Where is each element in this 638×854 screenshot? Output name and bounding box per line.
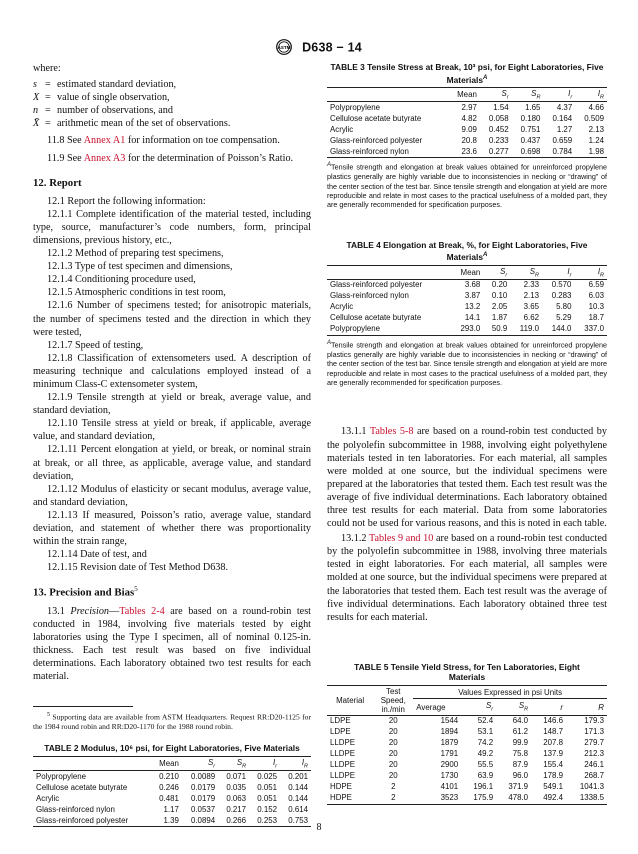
table-cell: 492.4 <box>531 793 566 804</box>
table-cell: 99.9 <box>512 738 529 748</box>
table-cell: 0.144 <box>288 782 308 792</box>
table-cell: 61.2 <box>512 727 529 737</box>
table-cell: 146.6 <box>543 716 564 726</box>
table-cell: 0.253 <box>249 815 280 826</box>
table-3-grid <box>327 87 607 159</box>
report-item: 12.1.9 Tensile strength at yield or break, average value, and standard deviation, <box>33 392 311 417</box>
table-row <box>33 771 311 782</box>
table-cell: 3523 <box>413 793 461 804</box>
table-cell: 4.66 <box>588 102 604 112</box>
table-cell: 279.7 <box>584 738 604 748</box>
report-item: 12.1.13 If measured, Poisson’s ratio, average value, standard deviation, and statement of whether there was proportionality within the strain range, <box>33 509 311 548</box>
table-5-title: TABLE 5 Tensile Yield Stress, for Ten Laboratories, Eight Materials <box>354 661 580 683</box>
table-cell: 0.0537 <box>190 804 216 814</box>
table-cell: 0.051 <box>257 782 278 792</box>
table-row <box>327 124 607 135</box>
table-cell: 0.0089 <box>190 771 216 781</box>
table-cell: Polypropylene <box>330 102 381 112</box>
definitions-list <box>33 78 311 130</box>
table-row <box>327 280 607 291</box>
table4-header: $I_R$ <box>574 265 607 280</box>
table-cell: 0.698 <box>512 146 544 157</box>
right-column <box>327 62 607 805</box>
table-row <box>327 782 607 793</box>
table2-header: $I_R$ <box>280 756 311 771</box>
table3-header: Mean <box>448 87 480 102</box>
table-cell: Glass-reinforced polyester <box>330 135 423 145</box>
table-row <box>33 804 311 815</box>
table-cell: 0.452 <box>488 124 509 134</box>
table-cell: 1.54 <box>493 102 509 112</box>
table4-header <box>327 265 451 280</box>
table-cell: 0.071 <box>226 771 247 781</box>
table-cell: 0.20 <box>491 280 508 290</box>
table-cell: 20 <box>388 749 398 759</box>
table-cell: 75.8 <box>512 749 529 759</box>
table2-header: $S_r$ <box>182 756 218 771</box>
report-item: 12.1.14 Date of test, and <box>47 549 147 561</box>
table-cell: 20 <box>388 760 398 770</box>
table3-header: $S_r$ <box>480 87 512 102</box>
table-cell: HDPE <box>327 793 373 804</box>
table-4-note: $^A$Tensile strength and elongation at break values obtained for unreinforced propylene plastics generally are highly variable due to inconsistencies in necking or “drawing” of the center section of the test bar. Since tensile strength and elongation at yield are more reproducible and relate in most cases to the practical usefulness of a molded part, they are generally recommended for specification purposes. <box>327 340 607 388</box>
table4-header: Mean <box>451 265 483 280</box>
table-5 <box>327 662 607 805</box>
table-cell: 0.217 <box>226 804 247 814</box>
table-cell: 0.233 <box>488 135 509 145</box>
table-cell: 49.2 <box>477 749 494 759</box>
table-cell: 63.9 <box>477 771 494 781</box>
table-cell: 0.025 <box>257 771 278 781</box>
table-cell: 6.59 <box>588 280 604 290</box>
report-item: 12.1.11 Percent elongation at yield, or break, or nominal strain at break, or all three, as applicable, average value, and standard deviation, <box>33 444 311 482</box>
table-row <box>327 715 607 726</box>
table-cell: 20 <box>388 771 398 781</box>
table-cell: 20 <box>388 738 398 748</box>
table-cell: LLDPE <box>330 738 356 748</box>
table-cell: 371.9 <box>508 782 529 792</box>
table-row <box>33 793 311 804</box>
table3-header: $S_R$ <box>512 87 544 102</box>
table-cell: 1.27 <box>556 124 573 134</box>
table-cell: 3.65 <box>523 302 539 312</box>
table-cell: LLDPE <box>330 749 356 759</box>
table-cell: 50.9 <box>483 324 510 335</box>
table-cell: 1338.5 <box>566 793 607 804</box>
table-cell: 0.509 <box>584 113 604 123</box>
table-3-title: TABLE 3 Tensile Stress at Break, 10³ psi, for Eight Laboratories, Five Materials$^A$ <box>330 62 604 85</box>
table5-header: $S_r$ <box>461 699 496 715</box>
table2-header: Mean <box>151 756 182 771</box>
report-item: 12.1.8 Classification of extensometers used. A description of measuring technique and calculations employed instead of a minimum Class-C extensometer system, <box>33 352 311 390</box>
table-cell: 0.283 <box>551 291 572 301</box>
table-cell: Polypropylene <box>36 771 87 781</box>
table-cell: 2.05 <box>491 302 508 312</box>
table5-header: r <box>531 699 566 715</box>
table-cell: 2900 <box>440 760 459 770</box>
table-cell: 0.751 <box>520 124 541 134</box>
table-row <box>327 113 607 124</box>
table-cell: 0.10 <box>491 291 508 301</box>
table-cell: LLDPE <box>330 760 356 770</box>
table-4-grid <box>327 265 607 337</box>
report-item: 12.1.4 Conditioning procedure used, <box>47 274 196 286</box>
report-item: 12.1.1 Complete identification of the material tested, including type, source, manufacturer’s code numbers, form, principal dimensions, previous history, etc., <box>33 208 311 246</box>
table-row <box>327 793 607 804</box>
report-item: 12.1.7 Speed of testing, <box>47 339 144 351</box>
table-cell: 1730 <box>440 771 459 781</box>
para-13-1-2: 13.1.2 Tables 9 and 10 are based on a round-robin test conducted by the polyolefin subcommittee in 1988, involving three materials tested in eight laboratories. For each material, all samples were molded at one source, but the individual specimens were prepared at the laboratories that tested them. Each test result was the average of five individual determinations. Each laboratory obtained three test results for each material. <box>327 533 607 623</box>
table-row <box>327 749 607 760</box>
table2-header: $I_r$ <box>249 756 280 771</box>
table-row <box>327 313 607 324</box>
table-cell: 64.0 <box>512 716 529 726</box>
table-cell: 246.1 <box>584 760 604 770</box>
report-list <box>33 195 311 575</box>
table-cell: 23.6 <box>448 146 480 157</box>
table-cell: 0.481 <box>159 793 179 803</box>
table5-header: $S_R$ <box>496 699 531 715</box>
table-4-title: TABLE 4 Elongation at Break, %, for Eight Laboratories, Five Materials$^A$ <box>346 239 588 263</box>
table-cell: 0.0179 <box>190 793 216 803</box>
table-row <box>327 102 607 113</box>
table-cell: 20 <box>388 716 398 726</box>
table-cell: 337.0 <box>574 324 607 335</box>
table-cell: 5.80 <box>556 302 572 312</box>
report-item: 12.1.6 Number of specimens tested; for anisotropic materials, the number of specimens tested and the direction in which they were tested, <box>33 300 311 338</box>
astm-logo-icon <box>276 39 292 55</box>
table-cell: LDPE <box>330 716 351 726</box>
table-row <box>327 302 607 313</box>
table-cell: 0.784 <box>543 146 575 157</box>
table4-header: $S_r$ <box>483 265 510 280</box>
table-cell: 2.13 <box>588 124 604 134</box>
table-cell: 0.164 <box>552 113 573 123</box>
table-cell: 0.0894 <box>182 815 218 826</box>
table-cell: 4.82 <box>461 113 477 123</box>
table-cell: 2.13 <box>523 291 539 301</box>
table-cell: 155.4 <box>543 760 564 770</box>
table-cell: LLDPE <box>330 771 356 781</box>
table-cell: 1.17 <box>163 804 179 814</box>
table-cell: 144.0 <box>542 324 574 335</box>
table-cell: Glass-reinforced nylon <box>330 291 409 301</box>
table-row <box>327 771 607 782</box>
table-cell: 1879 <box>440 738 459 748</box>
table-cell: 119.0 <box>510 324 542 335</box>
table-row <box>327 135 607 146</box>
annex-a1-link[interactable]: Annex A1 <box>83 135 126 147</box>
table-cell: Acrylic <box>330 124 354 134</box>
table-cell: 207.8 <box>543 738 564 748</box>
table-cell: 6.03 <box>588 291 604 301</box>
table-cell: Acrylic <box>36 793 60 803</box>
table3-header: $I_R$ <box>575 87 607 102</box>
table-cell: 1041.3 <box>579 782 604 792</box>
table-cell: 20.8 <box>461 135 477 145</box>
table-cell: 0.058 <box>488 113 509 123</box>
table-cell: 0.144 <box>288 793 308 803</box>
table-cell: LDPE <box>330 727 351 737</box>
table-cell: 0.659 <box>552 135 573 145</box>
where-label: where: <box>33 63 61 74</box>
para-11-8: 11.8 See Annex A1 for information on toe compensation. <box>47 135 280 147</box>
table5-header: R <box>566 699 607 715</box>
table-cell: Polypropylene <box>327 324 451 335</box>
table-2 <box>33 743 311 827</box>
report-item: 12.1.12 Modulus of elasticity or secant modulus, average value, and standard deviation, <box>33 483 311 508</box>
report-item: 12.1.3 Type of test specimen and dimensions, <box>47 261 233 273</box>
table-cell: 52.4 <box>477 716 494 726</box>
table-cell: Glass-reinforced nylon <box>36 804 115 814</box>
table-cell: 1894 <box>440 727 459 737</box>
table-cell: 0.0179 <box>190 782 216 792</box>
table-cell: 196.1 <box>473 782 494 792</box>
table3-header <box>327 87 448 102</box>
table-cell: 6.62 <box>523 313 539 323</box>
table2-header <box>33 756 151 771</box>
table-cell: Acrylic <box>330 302 354 312</box>
table-cell: 74.2 <box>477 738 494 748</box>
table-row <box>327 760 607 771</box>
table-cell: 87.9 <box>512 760 529 770</box>
table-3-note: $^A$Tensile strength and elongation at break values obtained for unreinforced propylene plastics generally are highly variable due to inconsistencies in necking or “drawing” of the center section of the test bar. Since tensile strength and elongation at yield are more reproducible and relate in most cases to the practical usefulness of a molded part, they are generally recommended for specification purposes. <box>327 162 607 210</box>
table-cell: 1544 <box>440 716 459 726</box>
table-cell: 96.0 <box>512 771 529 781</box>
table-row <box>327 324 607 335</box>
table-cell: 0.210 <box>159 771 179 781</box>
table-cell: 0.180 <box>520 113 541 123</box>
table-cell: 1.98 <box>575 146 607 157</box>
footnote-5: $^5$ Supporting data are available from ASTM Headquarters. Request RR:D20-1125 for the 1984 round robin and RR:D20-1170 for the 1988 round robin. <box>33 711 311 731</box>
table5-header: Average <box>413 699 461 715</box>
table-cell: 10.3 <box>588 302 604 312</box>
table-cell: 148.7 <box>543 727 564 737</box>
para-11-9: 11.9 See Annex A3 for the determination of Poisson’s Ratio. <box>47 152 294 164</box>
table5-header: Values Expressed in psi Units <box>413 685 607 699</box>
table-cell: 1791 <box>440 749 459 759</box>
precision-heading: 13. Precision and Bias$^5$ <box>33 585 138 599</box>
table-cell: 1.39 <box>151 815 182 826</box>
report-heading: 12. Report <box>33 176 82 189</box>
table-cell: 0.063 <box>226 793 247 803</box>
table-cell: 13.2 <box>464 302 481 312</box>
table-cell: Glass-reinforced nylon <box>327 146 448 157</box>
table-cell: 53.1 <box>477 727 494 737</box>
table-cell: 0.035 <box>226 782 247 792</box>
table-row <box>327 738 607 749</box>
table-cell: 55.5 <box>477 760 494 770</box>
table-2-title: TABLE 2 Modulus, 10⁶ psi, for Eight Laboratories, Five Materials <box>44 743 300 754</box>
table-cell: 178.9 <box>543 771 564 781</box>
table-cell: 0.277 <box>480 146 512 157</box>
table-row <box>327 727 607 738</box>
table-cell: 3.87 <box>464 291 481 301</box>
table-cell: 0.266 <box>218 815 249 826</box>
table-cell: 0.753 <box>280 815 311 826</box>
table5-header: Material <box>327 685 373 715</box>
report-item: 12.1 Report the following information: <box>47 195 206 207</box>
table-cell: 20 <box>388 727 398 737</box>
table-cell: 179.3 <box>584 716 604 726</box>
left-column <box>33 62 311 827</box>
table-cell: Cellulose acetate butyrate <box>36 782 128 792</box>
table-cell: 137.9 <box>543 749 564 759</box>
table-cell: HDPE <box>330 782 352 792</box>
table-cell: 171.3 <box>584 727 604 737</box>
table-cell: 0.437 <box>520 135 541 145</box>
tables-5-8-link[interactable]: Tables 5-8 <box>369 426 414 438</box>
table2-header: $S_R$ <box>218 756 249 771</box>
table-cell: 0.614 <box>288 804 308 814</box>
report-item: 12.1.15 Revision date of Test Method D638. <box>47 562 229 574</box>
tables-9-10-link[interactable]: Tables 9 and 10 <box>368 533 434 545</box>
para-13-1-1: 13.1.1 Tables 5-8 are based on a round-robin test conducted by the polyolefin subcommittee in 1988, involving eight polyethylene materials tested in ten laboratories. For each material, all samples were molded at one source, but the individual specimens were prepared at the laboratories that tested them. Each test result was the average of five individual determinations. Each laboratory obtained three test results for each material. Data from some laboratories could not be used for various reasons, and this is noted in each table. <box>327 426 607 530</box>
table-cell: 2.97 <box>461 102 477 112</box>
table-cell: 212.3 <box>584 749 604 759</box>
table4-header: $I_r$ <box>542 265 574 280</box>
table-cell: 0.051 <box>257 793 278 803</box>
table-cell: 4.37 <box>556 102 573 112</box>
table-cell: 1.65 <box>525 102 541 112</box>
definition-item: n = number of observations, and <box>33 105 173 117</box>
table-3 <box>327 62 607 210</box>
table-row <box>327 146 607 157</box>
table-cell: 3.68 <box>464 280 481 290</box>
definition-item: X = value of single observation, <box>33 92 170 104</box>
page-number: 8 <box>316 822 322 833</box>
table-4 <box>327 240 607 388</box>
tables-2-4-link[interactable]: Tables 2-4 <box>119 605 165 617</box>
table-cell: Glass-reinforced polyester <box>33 815 151 826</box>
table-row <box>327 291 607 302</box>
table-cell: 549.1 <box>543 782 564 792</box>
table3-header: $I_r$ <box>543 87 575 102</box>
table-cell: 2.33 <box>523 280 539 290</box>
table-cell: 0.246 <box>159 782 179 792</box>
table-cell: 0.152 <box>257 804 278 814</box>
table-cell: 5.29 <box>556 313 572 323</box>
table-cell: 4101 <box>440 782 459 792</box>
table-cell: 0.201 <box>288 771 308 781</box>
table-cell: 2 <box>373 793 413 804</box>
table-2-grid <box>33 756 311 828</box>
table-cell: 293.0 <box>451 324 483 335</box>
table-cell: 268.7 <box>584 771 604 781</box>
table-cell: 2 <box>391 782 396 792</box>
table-cell: Cellulose acetate butyrate <box>330 313 422 323</box>
definition-item: X̄ = arithmetic mean of the set of observations. <box>33 118 231 130</box>
table-cell: 175.9 <box>461 793 496 804</box>
report-item: 12.1.2 Method of preparing test specimens, <box>47 248 224 260</box>
table-cell: 14.1 <box>464 313 481 323</box>
designation: D638 − 14 <box>302 40 362 55</box>
svg-text:ASTM: ASTM <box>277 45 291 51</box>
definition-item: s = estimated standard deviation, <box>33 79 177 91</box>
table-row <box>33 782 311 793</box>
footnote-separator <box>33 706 133 707</box>
table-cell: Glass-reinforced polyester <box>330 280 423 290</box>
annex-a3-link[interactable]: Annex A3 <box>83 152 126 164</box>
table-cell: 1.87 <box>491 313 508 323</box>
table-cell: 18.7 <box>588 313 604 323</box>
table-5-grid <box>327 685 607 805</box>
table-cell: 0.570 <box>551 280 572 290</box>
table-cell: 478.0 <box>496 793 531 804</box>
page-header <box>0 38 638 56</box>
report-item: 12.1.10 Tensile stress at yield or break, if applicable, average value, and standard deviation, <box>33 418 311 443</box>
para-13-1: 13.1 Precision—Tables 2-4 are based on a round-robin test conducted in 1984, involving five materials tested by eight laboratories using the Type I specimen, all of nominal 0.125-in. thickness. Each test result was based on five individual determinations. Each laboratory obtained two test results for each material. <box>33 605 311 683</box>
table-cell: 9.09 <box>461 124 477 134</box>
table5-header: Test Speed, in./min <box>373 685 413 715</box>
table-cell: Cellulose acetate butyrate <box>330 113 422 123</box>
table-cell: 1.24 <box>588 135 604 145</box>
table4-header: $S_R$ <box>510 265 542 280</box>
report-item: 12.1.5 Atmospheric conditions in test room, <box>47 287 226 299</box>
